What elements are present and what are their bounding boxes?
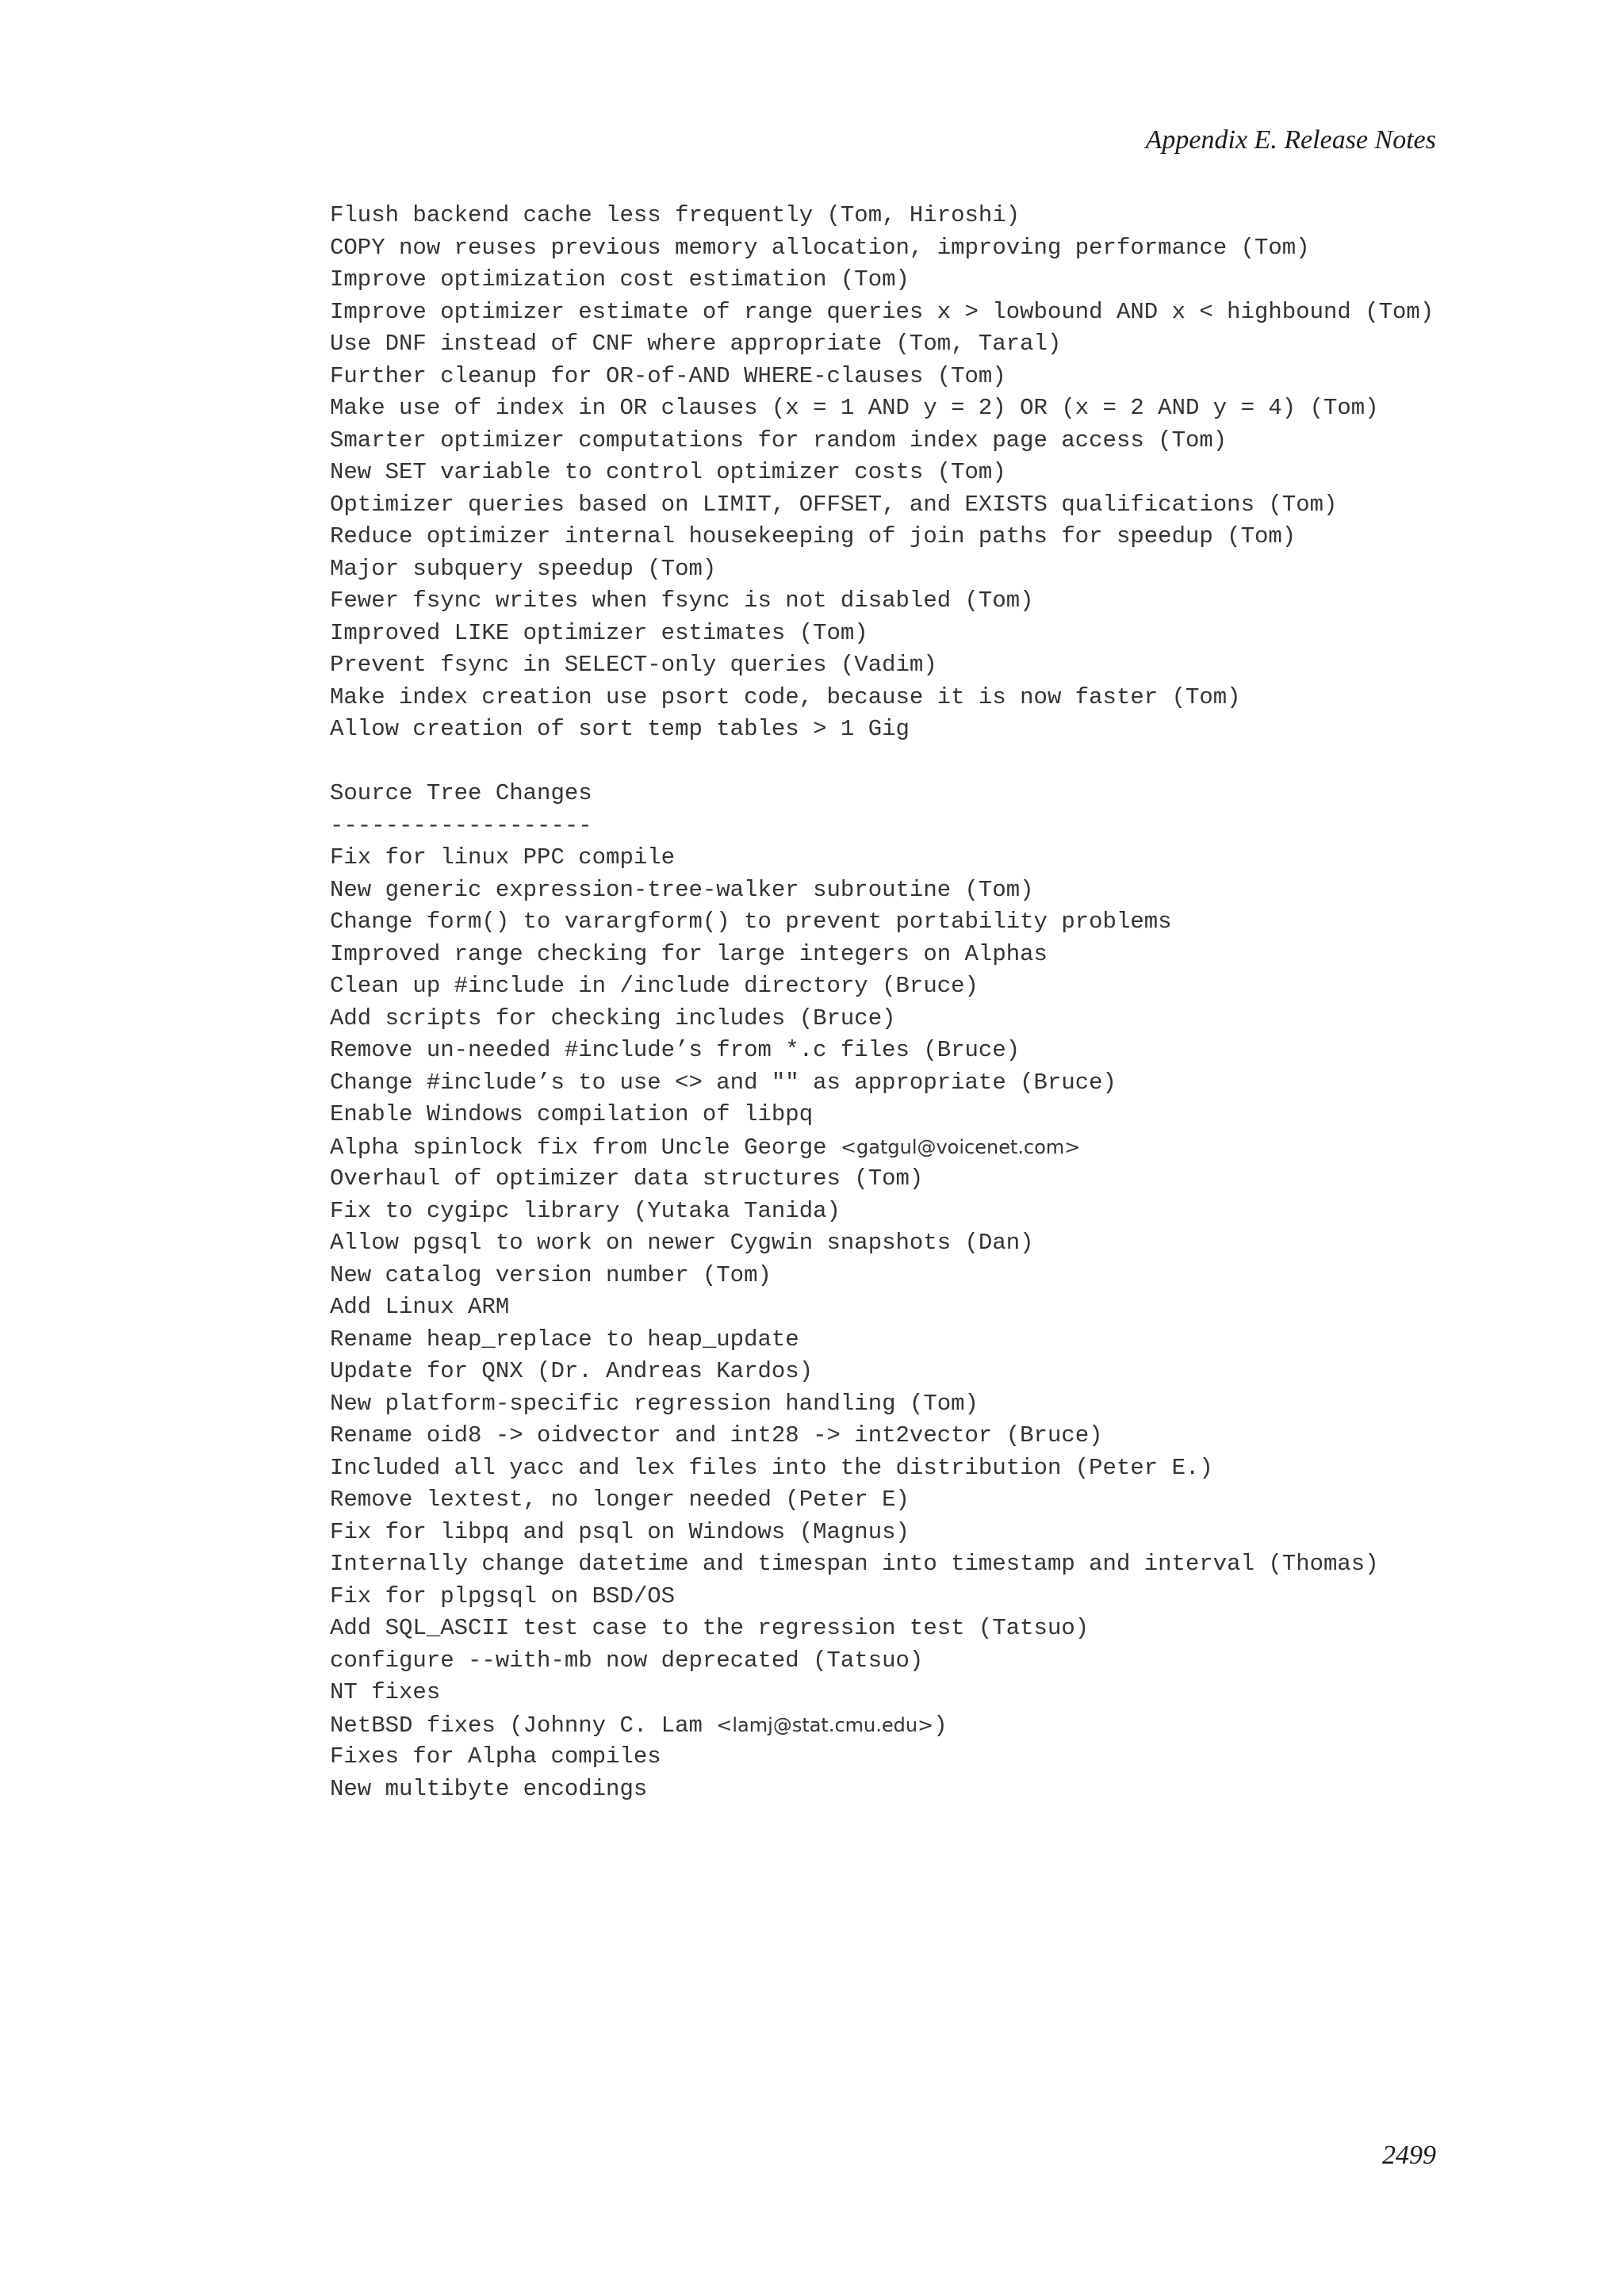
line-text: Optimizer queries based on LIMIT, OFFSET, and EXISTS qualifications (Tom) [330, 491, 1338, 518]
release-note-line [330, 392, 1599, 425]
release-note-line [330, 874, 1599, 907]
release-note-line [330, 1774, 1599, 1806]
release-note-line [330, 1548, 1599, 1581]
line-text: Change form() to varargform() to prevent portability problems [330, 909, 1172, 935]
line-text: Add SQL_ASCII test case to the regression test (Tatsuo) [330, 1615, 1090, 1641]
release-note-line [330, 906, 1599, 939]
release-note-line [330, 553, 1599, 586]
line-text: Clean up #include in /include directory (Bruce) [330, 973, 979, 999]
line-text: Allow pgsql to work on newer Cygwin snapshots (Dan) [330, 1230, 1034, 1256]
release-note-line [330, 1003, 1599, 1035]
line-text: Improve optimizer estimate of range queries x > lowbound AND x < highbound (Tom) [330, 298, 1434, 325]
line-text: Improved range checking for large integers on Alphas [330, 940, 1048, 967]
line-text: Fewer fsync writes when fsync is not disabled (Tom) [330, 587, 1034, 614]
release-note-line [330, 1163, 1599, 1196]
line-text: ------------------- [330, 812, 592, 839]
line-text: New catalog version number (Tom) [330, 1261, 772, 1288]
blank-line [330, 746, 1599, 779]
release-note-line [330, 1388, 1599, 1421]
release-note-line [330, 1741, 1599, 1774]
email-address: <lamj@stat.cmu.edu> [716, 1713, 934, 1736]
line-text: Improved LIKE optimizer estimates (Tom) [330, 619, 868, 646]
line-text: New platform-specific regression handling (Tom) [330, 1390, 979, 1417]
release-note-line [330, 200, 1599, 232]
release-note-line [330, 457, 1599, 489]
release-note-line [330, 425, 1599, 457]
release-note-line [330, 1356, 1599, 1388]
release-note-line [330, 1677, 1599, 1709]
line-text: Change #include’s to use <> and "" as appropriate (Bruce) [330, 1069, 1116, 1096]
release-note-line [330, 1581, 1599, 1613]
release-note-line [330, 1324, 1599, 1357]
line-text: Alpha spinlock fix from Uncle George [330, 1134, 841, 1161]
release-note-line [330, 714, 1599, 746]
line-text: NetBSD fixes (Johnny C. Lam [330, 1712, 717, 1739]
line-text: Add scripts for checking includes (Bruce) [330, 1004, 896, 1031]
release-note-line [330, 1420, 1599, 1452]
line-text: Improve optimization cost estimation (Tom) [330, 266, 910, 293]
release-note-line [330, 939, 1599, 971]
release-note-line [330, 1484, 1599, 1517]
release-note-line [330, 970, 1599, 1003]
release-notes-body [330, 200, 1599, 1805]
release-note-line [330, 361, 1599, 393]
line-text: Further cleanup for OR-of-AND WHERE-clauses (Tom) [330, 362, 1006, 389]
release-note-line [330, 1227, 1599, 1260]
release-note-line [330, 1196, 1599, 1228]
release-note-line [330, 328, 1599, 361]
release-note-line [330, 1452, 1599, 1485]
email-address: <gatgul@voicenet.com> [840, 1135, 1081, 1158]
release-note-line [330, 778, 1599, 810]
release-note-line [330, 1131, 1599, 1164]
release-note-line [330, 1292, 1599, 1324]
release-note-line [330, 521, 1599, 553]
release-note-line [330, 1099, 1599, 1131]
line-text: Source Tree Changes [330, 780, 592, 806]
line-text: NT fixes [330, 1679, 441, 1705]
line-text: Smarter optimizer computations for random index page access (Tom) [330, 427, 1228, 453]
page-number: 2499 [1382, 2141, 1436, 2170]
line-text: Overhaul of optimizer data structures (Tom) [330, 1165, 924, 1192]
line-text: Rename oid8 -> oidvector and int28 -> int2vector (Bruce) [330, 1422, 1103, 1448]
release-note-line [330, 232, 1599, 265]
release-note-line [330, 682, 1599, 714]
line-text: Enable Windows compilation of libpq [330, 1101, 814, 1127]
line-text: Remove un-needed #include’s from *.c files (Bruce) [330, 1037, 1021, 1063]
running-header: Appendix E. Release Notes [1145, 125, 1436, 155]
line-text: Make index creation use psort code, because it is now faster (Tom) [330, 683, 1241, 710]
line-text: Allow creation of sort temp tables > 1 Gig [330, 716, 910, 742]
line-text: Reduce optimizer internal housekeeping of join paths for speedup (Tom) [330, 523, 1297, 549]
line-text: New SET variable to control optimizer costs (Tom) [330, 459, 1006, 485]
line-text: Prevent fsync in SELECT-only queries (Vadim) [330, 652, 937, 678]
line-text: Fix to cygipc library (Yutaka Tanida) [330, 1197, 841, 1224]
line-text: Internally change datetime and timespan into timestamp and interval (Thomas) [330, 1551, 1379, 1577]
release-note-line [330, 1613, 1599, 1645]
line-text: Included all yacc and lex files into the distribution (Peter E.) [330, 1454, 1213, 1481]
line-text: Update for QNX (Dr. Andreas Kardos) [330, 1358, 814, 1384]
line-text: COPY now reuses previous memory allocation, improving performance (Tom) [330, 234, 1310, 261]
release-note-line [330, 1645, 1599, 1678]
line-text: Fix for plpgsql on BSD/OS [330, 1582, 676, 1609]
line-text: Flush backend cache less frequently (Tom, Hiroshi) [330, 202, 1021, 228]
line-text: Use DNF instead of CNF where appropriate (Tom, Taral) [330, 331, 1062, 357]
line-text: Rename heap_replace to heap_update [330, 1326, 799, 1353]
line-text: Major subquery speedup (Tom) [330, 555, 717, 582]
release-note-line [330, 264, 1599, 297]
release-note-line [330, 810, 1599, 843]
release-note-line [330, 1067, 1599, 1100]
release-note-line [330, 649, 1599, 682]
line-text: Fixes for Alpha compiles [330, 1743, 661, 1770]
line-text: Remove lextest, no longer needed (Peter E) [330, 1487, 910, 1513]
release-note-line [330, 1517, 1599, 1549]
line-text: Make use of index in OR clauses (x = 1 AND y = 2) OR (x = 2 AND y = 4) (Tom) [330, 395, 1379, 421]
release-note-line [330, 1035, 1599, 1067]
release-note-line [330, 1260, 1599, 1292]
line-text: Fix for libpq and psql on Windows (Magnus) [330, 1518, 910, 1545]
line-text-after: ) [933, 1712, 948, 1739]
line-text: New generic expression-tree-walker subroutine (Tom) [330, 876, 1034, 903]
release-note-line [330, 297, 1599, 329]
line-text: Fix for linux PPC compile [330, 844, 676, 871]
release-note-line [330, 489, 1599, 522]
release-note-line [330, 585, 1599, 618]
line-text: configure --with-mb now deprecated (Tatsuo) [330, 1647, 924, 1674]
release-note-line [330, 1709, 1599, 1742]
release-note-line [330, 842, 1599, 874]
release-note-line [330, 618, 1599, 650]
line-text: New multibyte encodings [330, 1775, 648, 1802]
line-text: Add Linux ARM [330, 1294, 510, 1320]
